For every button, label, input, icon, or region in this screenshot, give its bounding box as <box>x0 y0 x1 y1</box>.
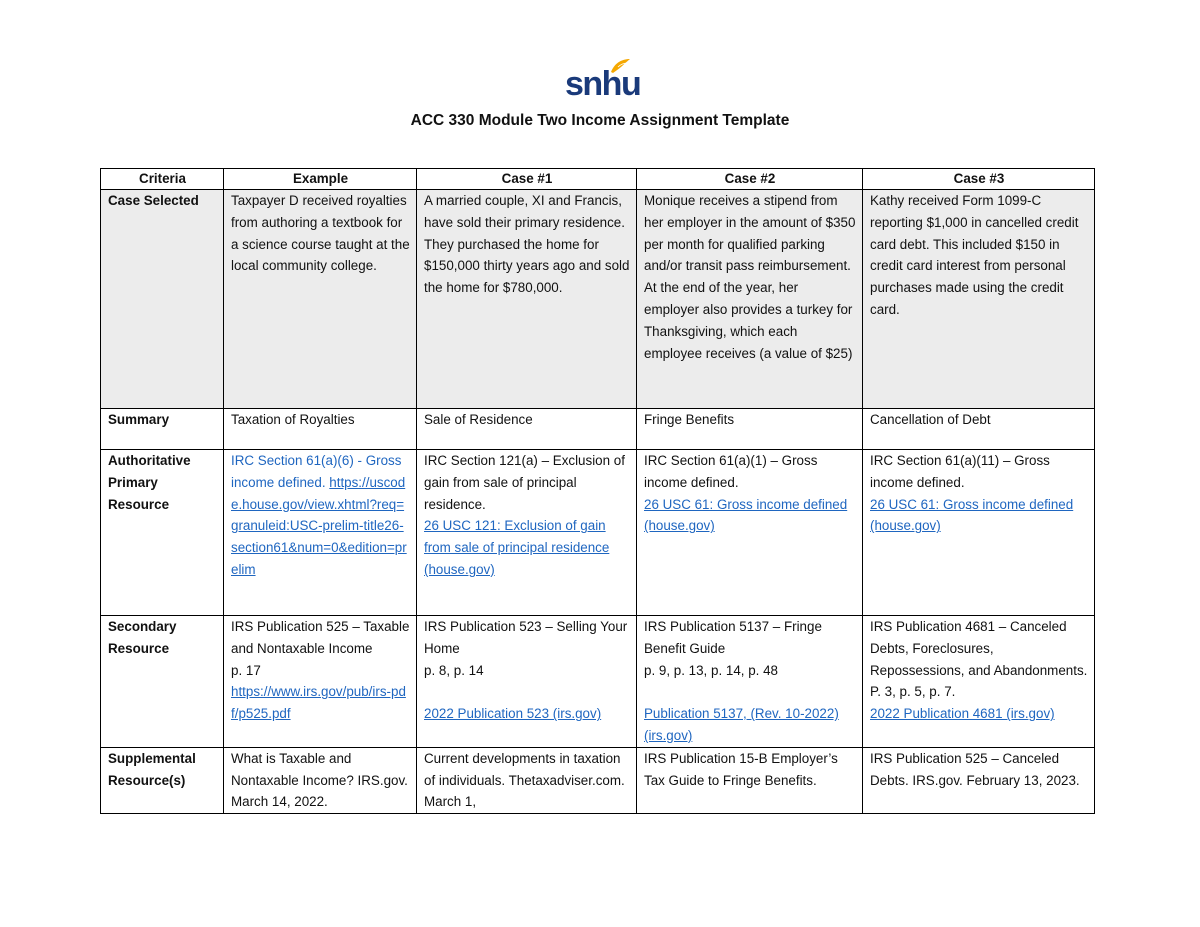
cell-secondary-case1 <box>417 616 637 748</box>
header-case-1: Case #1 <box>417 169 637 190</box>
document-title: ACC 330 Module Two Income Assignment Template <box>410 112 790 129</box>
secondary-case3-link[interactable]: 2022 Publication 4681 (irs.gov) <box>870 706 1055 722</box>
row-label-secondary <box>101 616 224 748</box>
cell-supplemental-case1: Current developments in taxation of individuals. Thetaxadviser.com. March 1, <box>417 747 637 813</box>
row-label-summary: Summary <box>101 409 224 450</box>
row-label-supplemental <box>101 747 224 813</box>
cell-case-selected-example: Taxpayer D received royalties from authoring a textbook for a science course taught at the local community college. <box>224 190 417 409</box>
table-header-row <box>101 169 1095 190</box>
cell-case-selected-case3: Kathy received Form 1099-C reporting $1,000 in cancelled credit card debt. This included $150 in credit card interest from personal purchases made using the credit card. <box>863 190 1095 409</box>
assignment-table <box>100 168 1095 814</box>
cell-authoritative-case1 <box>417 450 637 616</box>
secondary-case2-text: IRS Publication 5137 – Fringe Benefit Guide <box>644 619 822 656</box>
secondary-case1-pages: p. 8, p. 14 <box>424 662 484 678</box>
secondary-case3-text: IRS Publication 4681 – Canceled Debts, Foreclosures, Repossessions, and Abandonments. P. 3, p. 5, p. 7. <box>870 619 1088 700</box>
table-row-secondary <box>101 616 1095 748</box>
cell-summary-case3: Cancellation of Debt <box>863 409 1095 450</box>
cell-supplemental-case2: IRS Publication 15-B Employer’s Tax Guide to Fringe Benefits. <box>637 747 863 813</box>
authoritative-case3-text: IRC Section 61(a)(11) – Gross income defined. <box>870 453 1050 490</box>
cell-secondary-case3 <box>863 616 1095 748</box>
secondary-case1-text: IRS Publication 523 – Selling Your Home <box>424 619 628 656</box>
cell-case-selected-case2: Monique receives a stipend from her employer in the amount of $350 per month for qualified parking and/or transit pass reimbursement. At the end of the year, her employer also provides a turkey for Thanksgiving, which each employee receives (a value of $25) <box>637 190 863 409</box>
cell-summary-example: Taxation of Royalties <box>224 409 417 450</box>
cell-authoritative-case2 <box>637 450 863 616</box>
label-line: Authoritative <box>108 453 191 468</box>
snhu-logo <box>565 58 641 104</box>
cell-supplemental-case3: IRS Publication 525 – Canceled Debts. IRS.gov. February 13, 2023. <box>863 747 1095 813</box>
authoritative-case3-link[interactable]: 26 USC 61: Gross income defined (house.gov) <box>870 496 1074 534</box>
label-line: Resource(s) <box>108 772 186 788</box>
table-row-case-selected <box>101 190 1095 409</box>
authoritative-example-text: IRC Section 61(a)(6) - Gross income defined. <box>231 453 402 490</box>
secondary-example-pages: p. 17 <box>231 662 261 678</box>
row-label-authoritative <box>101 450 224 616</box>
secondary-case2-pages: p. 9, p. 13, p. 14, p. 48 <box>644 662 779 678</box>
label-line: Resource <box>108 496 170 512</box>
table-row-summary <box>101 409 1095 450</box>
authoritative-case2-link[interactable]: 26 USC 61: Gross income defined (house.gov) <box>644 496 848 534</box>
authoritative-example-link[interactable]: https://uscode.house.gov/view.xhtml?req=granuleid:USC-prelim-title26-section61&num=0&edition=prelim <box>231 474 407 577</box>
logo-wordmark: snhu <box>565 65 641 103</box>
cell-case-selected-case1: A married couple, XI and Francis, have sold their primary residence. They purchased the home for $150,000 thirty years ago and sold the home for $780,000. <box>417 190 637 409</box>
cell-secondary-case2 <box>637 616 863 748</box>
cell-summary-case1: Sale of Residence <box>417 409 637 450</box>
table-row-supplemental <box>101 747 1095 813</box>
secondary-case1-link[interactable]: 2022 Publication 523 (irs.gov) <box>424 706 602 722</box>
secondary-case2-link[interactable]: Publication 5137, (Rev. 10-2022) (irs.gov) <box>644 706 839 743</box>
row-label-case-selected: Case Selected <box>101 190 224 409</box>
cell-secondary-example <box>224 616 417 748</box>
spacer <box>644 681 856 703</box>
spacer <box>424 681 630 703</box>
label-line: Supplemental <box>108 750 196 766</box>
authoritative-case2-text: IRC Section 61(a)(1) – Gross income defined. <box>644 453 818 490</box>
cell-summary-case2: Fringe Benefits <box>637 409 863 450</box>
table-row-authoritative <box>101 450 1095 616</box>
authoritative-case1-text: IRC Section 121(a) – Exclusion of gain from sale of principal residence. <box>424 453 625 512</box>
authoritative-case1-link[interactable]: 26 USC 121: Exclusion of gain from sale of principal residence (house.gov) <box>424 518 610 577</box>
cell-authoritative-case3 <box>863 450 1095 616</box>
secondary-example-link[interactable]: https://www.irs.gov/pub/irs-pdf/p525.pdf <box>231 684 406 722</box>
header-example: Example <box>224 169 417 190</box>
cell-supplemental-example: What is Taxable and Nontaxable Income? IRS.gov. March 14, 2022. <box>224 747 417 813</box>
label-line: Secondary <box>108 619 177 634</box>
secondary-example-text: IRS Publication 525 – Taxable and Nontaxable Income <box>231 619 410 656</box>
cell-authoritative-example <box>224 450 417 616</box>
label-line: Resource <box>108 640 170 656</box>
header-case-3: Case #3 <box>863 169 1095 190</box>
label-line: Primary <box>108 474 158 490</box>
header-criteria: Criteria <box>101 169 224 190</box>
header-case-2: Case #2 <box>637 169 863 190</box>
